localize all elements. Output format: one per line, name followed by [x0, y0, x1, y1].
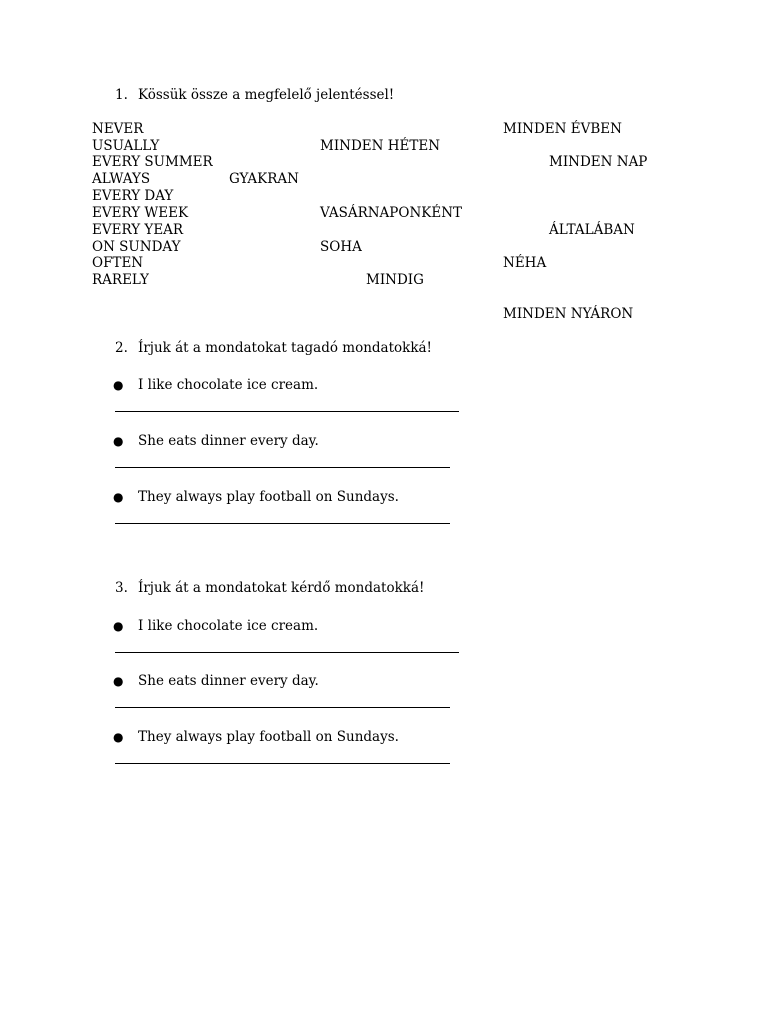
- exercise-2-number: 2.: [115, 340, 128, 356]
- right-word: MINDEN HÉTEN: [320, 138, 441, 154]
- answer-line[interactable]: [115, 652, 459, 653]
- right-word: NÉHA: [503, 255, 547, 271]
- left-word: RARELY: [92, 272, 149, 288]
- exercise-1-title: Kössük össze a megfelelő jelentéssel!: [138, 87, 395, 103]
- bullet-icon: ●: [113, 434, 124, 448]
- left-word: EVERY WEEK: [92, 205, 189, 221]
- right-word: MINDIG: [366, 272, 424, 288]
- left-word: ALWAYS: [92, 171, 151, 187]
- left-word: USUALLY: [92, 138, 160, 154]
- exercise-3-sentence: She eats dinner every day.: [138, 673, 319, 689]
- right-word: VASÁRNAPONKÉNT: [320, 205, 463, 221]
- left-word: EVERY YEAR: [92, 222, 184, 238]
- bullet-icon: ●: [113, 674, 124, 688]
- exercise-2-sentence: She eats dinner every day.: [138, 433, 319, 449]
- exercise-2-title: Írjuk át a mondatokat tagadó mondatokká!: [138, 340, 432, 356]
- right-word: MINDEN NYÁRON: [503, 306, 634, 322]
- left-word: ON SUNDAY: [92, 239, 181, 255]
- right-word: MINDEN NAP: [549, 154, 648, 170]
- answer-line[interactable]: [115, 411, 459, 412]
- left-word: EVERY DAY: [92, 188, 174, 204]
- right-word: GYAKRAN: [229, 171, 299, 187]
- bullet-icon: ●: [113, 490, 124, 504]
- exercise-3-title: Írjuk át a mondatokat kérdő mondatokká!: [138, 580, 425, 596]
- left-word: EVERY SUMMER: [92, 154, 213, 170]
- right-word: ÁLTALÁBAN: [549, 222, 635, 238]
- right-word: SOHA: [320, 239, 362, 255]
- left-word: OFTEN: [92, 255, 144, 271]
- bullet-icon: ●: [113, 730, 124, 744]
- exercise-1-number: 1.: [115, 87, 128, 103]
- bullet-icon: ●: [113, 619, 124, 633]
- bullet-icon: ●: [113, 378, 124, 392]
- exercise-3-sentence: I like chocolate ice cream.: [138, 618, 319, 634]
- exercise-3-number: 3.: [115, 580, 128, 596]
- answer-line[interactable]: [115, 707, 450, 708]
- exercise-2-sentence: I like chocolate ice cream.: [138, 377, 319, 393]
- exercise-3-sentence: They always play football on Sundays.: [138, 729, 399, 745]
- right-word: MINDEN ÉVBEN: [503, 121, 622, 137]
- left-word: NEVER: [92, 121, 144, 137]
- answer-line[interactable]: [115, 467, 450, 468]
- answer-line[interactable]: [115, 523, 450, 524]
- answer-line[interactable]: [115, 763, 450, 764]
- exercise-2-sentence: They always play football on Sundays.: [138, 489, 399, 505]
